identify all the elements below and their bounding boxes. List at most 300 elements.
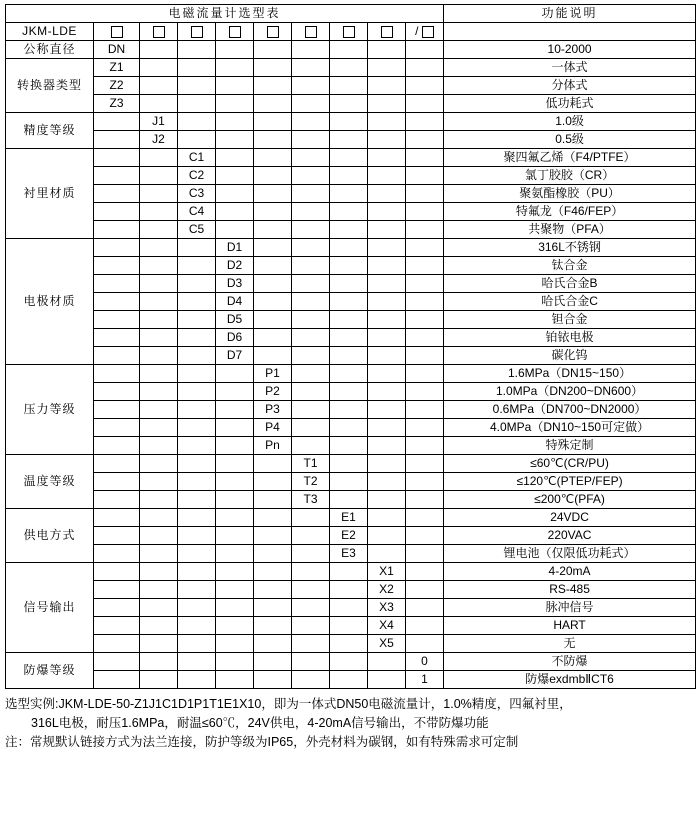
code-cell[interactable]: C5 (178, 221, 216, 239)
empty-cell (216, 41, 254, 59)
empty-cell (330, 563, 368, 581)
code-cell[interactable]: Z1 (94, 59, 140, 77)
empty-cell (140, 653, 178, 671)
empty-cell (406, 185, 444, 203)
empty-cell (406, 437, 444, 455)
empty-cell (94, 239, 140, 257)
empty-cell (292, 203, 330, 221)
code-cell[interactable]: D6 (216, 329, 254, 347)
empty-cell (406, 347, 444, 365)
empty-cell (178, 401, 216, 419)
empty-cell (140, 59, 178, 77)
table-row (6, 419, 696, 437)
empty-cell (406, 401, 444, 419)
empty-cell (330, 383, 368, 401)
empty-cell (216, 185, 254, 203)
empty-cell (140, 473, 178, 491)
empty-cell (94, 401, 140, 419)
empty-cell (292, 347, 330, 365)
empty-cell (140, 491, 178, 509)
model-box-9[interactable]: / (406, 23, 444, 41)
empty-cell (292, 329, 330, 347)
description-cell: 钛合金 (444, 257, 696, 275)
empty-cell (216, 365, 254, 383)
empty-cell (406, 149, 444, 167)
empty-cell (292, 257, 330, 275)
model-prefix: JKM-LDE (6, 23, 94, 41)
empty-cell (140, 545, 178, 563)
empty-cell (178, 581, 216, 599)
model-box-4[interactable] (216, 23, 254, 41)
code-cell[interactable]: D2 (216, 257, 254, 275)
table-row (6, 311, 696, 329)
empty-cell (94, 329, 140, 347)
empty-cell (140, 527, 178, 545)
code-cell[interactable]: C3 (178, 185, 216, 203)
code-cell[interactable]: D7 (216, 347, 254, 365)
code-cell[interactable]: X3 (368, 599, 406, 617)
code-cell[interactable]: E2 (330, 527, 368, 545)
empty-cell (330, 113, 368, 131)
empty-cell (254, 257, 292, 275)
empty-cell (330, 257, 368, 275)
table-row (6, 365, 696, 383)
empty-cell (94, 653, 140, 671)
description-cell: 10-2000 (444, 41, 696, 59)
code-cell[interactable]: P1 (254, 365, 292, 383)
empty-cell (94, 671, 140, 689)
empty-cell (140, 95, 178, 113)
empty-cell (216, 77, 254, 95)
empty-cell (406, 203, 444, 221)
empty-cell (140, 239, 178, 257)
code-cell[interactable]: X1 (368, 563, 406, 581)
empty-cell (216, 635, 254, 653)
empty-cell (216, 149, 254, 167)
empty-cell (292, 635, 330, 653)
empty-cell (254, 203, 292, 221)
empty-cell (368, 509, 406, 527)
empty-cell (140, 437, 178, 455)
code-cell[interactable]: C2 (178, 167, 216, 185)
empty-cell (94, 131, 140, 149)
empty-cell (406, 131, 444, 149)
description-cell: 不防爆 (444, 653, 696, 671)
empty-cell (406, 167, 444, 185)
code-cell[interactable]: D5 (216, 311, 254, 329)
code-cell[interactable]: Pn (254, 437, 292, 455)
category-label: 防爆等级 (6, 653, 94, 689)
empty-cell (292, 581, 330, 599)
code-cell[interactable]: P3 (254, 401, 292, 419)
category-label: 电极材质 (6, 239, 94, 365)
code-cell[interactable]: 1 (406, 671, 444, 689)
description-cell: 220VAC (444, 527, 696, 545)
description-cell: 无 (444, 635, 696, 653)
empty-cell (254, 653, 292, 671)
table-row (6, 257, 696, 275)
empty-cell (216, 113, 254, 131)
empty-cell (292, 383, 330, 401)
model-code-row (6, 23, 696, 41)
model-box-8[interactable] (368, 23, 406, 41)
description-cell: 特殊定制 (444, 437, 696, 455)
empty-cell (140, 77, 178, 95)
empty-cell (94, 365, 140, 383)
empty-cell (292, 545, 330, 563)
empty-cell (368, 77, 406, 95)
empty-cell (140, 41, 178, 59)
empty-cell (292, 239, 330, 257)
category-label: 转换器类型 (6, 59, 94, 113)
model-box-2[interactable] (140, 23, 178, 41)
empty-cell (368, 167, 406, 185)
table-row (6, 563, 696, 581)
description-cell: RS-485 (444, 581, 696, 599)
empty-cell (368, 221, 406, 239)
empty-cell (178, 275, 216, 293)
empty-cell (178, 239, 216, 257)
code-cell[interactable]: C4 (178, 203, 216, 221)
empty-cell (406, 239, 444, 257)
empty-cell (178, 563, 216, 581)
empty-cell (94, 383, 140, 401)
empty-cell (368, 311, 406, 329)
code-cell[interactable]: X2 (368, 581, 406, 599)
empty-cell (406, 455, 444, 473)
empty-cell (94, 113, 140, 131)
code-cell[interactable]: X5 (368, 635, 406, 653)
code-cell[interactable]: J1 (140, 113, 178, 131)
empty-cell (216, 59, 254, 77)
empty-cell (254, 239, 292, 257)
empty-cell (292, 671, 330, 689)
description-cell: HART (444, 617, 696, 635)
empty-cell (94, 419, 140, 437)
description-cell: 低功耗式 (444, 95, 696, 113)
empty-cell (330, 635, 368, 653)
empty-cell (216, 95, 254, 113)
empty-cell (292, 275, 330, 293)
empty-cell (94, 635, 140, 653)
empty-cell (216, 671, 254, 689)
empty-cell (94, 437, 140, 455)
empty-cell (178, 545, 216, 563)
category-label: 供电方式 (6, 509, 94, 563)
empty-cell (254, 599, 292, 617)
empty-cell (94, 221, 140, 239)
empty-cell (292, 401, 330, 419)
code-cell[interactable]: J2 (140, 131, 178, 149)
empty-cell (140, 563, 178, 581)
empty-cell (406, 599, 444, 617)
empty-cell (178, 311, 216, 329)
model-box-1[interactable] (94, 23, 140, 41)
empty-cell (178, 491, 216, 509)
description-cell: 0.5级 (444, 131, 696, 149)
empty-cell (368, 41, 406, 59)
empty-cell (330, 221, 368, 239)
empty-cell (368, 275, 406, 293)
empty-cell (330, 599, 368, 617)
code-cell[interactable]: T3 (292, 491, 330, 509)
empty-cell (368, 365, 406, 383)
empty-cell (216, 455, 254, 473)
empty-cell (330, 347, 368, 365)
empty-cell (254, 149, 292, 167)
empty-cell (178, 131, 216, 149)
empty-cell (292, 563, 330, 581)
empty-cell (406, 41, 444, 59)
table-row (6, 275, 696, 293)
empty-cell (368, 347, 406, 365)
empty-cell (406, 491, 444, 509)
empty-cell (94, 347, 140, 365)
table-row (6, 149, 696, 167)
empty-cell (292, 131, 330, 149)
code-cell[interactable]: T1 (292, 455, 330, 473)
empty-cell (254, 95, 292, 113)
table-row (6, 383, 696, 401)
empty-cell (406, 545, 444, 563)
code-cell[interactable]: D1 (216, 239, 254, 257)
category-label: 信号输出 (6, 563, 94, 653)
empty-cell (94, 149, 140, 167)
empty-cell (140, 329, 178, 347)
empty-cell (368, 59, 406, 77)
empty-cell (368, 419, 406, 437)
empty-cell (140, 203, 178, 221)
empty-cell (330, 473, 368, 491)
empty-cell (178, 77, 216, 95)
empty-cell (330, 167, 368, 185)
code-cell[interactable]: P2 (254, 383, 292, 401)
empty-cell (254, 473, 292, 491)
empty-cell (254, 329, 292, 347)
empty-cell (94, 509, 140, 527)
empty-cell (330, 401, 368, 419)
model-box-3[interactable] (178, 23, 216, 41)
empty-cell (140, 455, 178, 473)
empty-cell (330, 131, 368, 149)
empty-cell (254, 185, 292, 203)
category-label: 衬里材质 (6, 149, 94, 239)
table-row (6, 203, 696, 221)
note-example-line1: 选型实例:JKM-LDE-50-Z1J1C1D1P1T1E1X10，即为一体式DN50电磁流量计，1.0%精度，四氟衬里， (5, 697, 572, 711)
description-cell: 4-20mA (444, 563, 696, 581)
category-label: 精度等级 (6, 113, 94, 149)
table-row (6, 59, 696, 77)
empty-cell (254, 635, 292, 653)
empty-cell (330, 437, 368, 455)
empty-cell (94, 581, 140, 599)
code-cell[interactable]: X4 (368, 617, 406, 635)
empty-cell (406, 59, 444, 77)
description-cell: 1.0MPa（DN200~DN600） (444, 383, 696, 401)
model-box-5[interactable] (254, 23, 292, 41)
empty-cell (368, 491, 406, 509)
empty-cell (368, 203, 406, 221)
empty-cell (94, 275, 140, 293)
empty-cell (140, 635, 178, 653)
empty-cell (330, 239, 368, 257)
empty-cell (406, 365, 444, 383)
empty-cell (254, 563, 292, 581)
table-row (6, 77, 696, 95)
model-row-desc-blank (444, 23, 696, 41)
empty-cell (178, 653, 216, 671)
empty-cell (140, 599, 178, 617)
table-row (6, 491, 696, 509)
empty-cell (406, 527, 444, 545)
empty-cell (216, 167, 254, 185)
empty-cell (94, 527, 140, 545)
empty-cell (254, 509, 292, 527)
empty-cell (178, 437, 216, 455)
empty-cell (216, 383, 254, 401)
empty-cell (368, 149, 406, 167)
empty-cell (94, 455, 140, 473)
model-box-7[interactable] (330, 23, 368, 41)
table-row (6, 653, 696, 671)
empty-cell (140, 383, 178, 401)
description-cell: 一体式 (444, 59, 696, 77)
note-example-line2: 316L电极，耐压1.6MPa，耐温≤60℃，24V供电，4-20mA信号输出，不带防爆功能 (31, 716, 489, 730)
empty-cell (330, 491, 368, 509)
empty-cell (216, 653, 254, 671)
empty-cell (330, 275, 368, 293)
empty-cell (216, 563, 254, 581)
code-cell[interactable]: Z3 (94, 95, 140, 113)
table-row (6, 545, 696, 563)
empty-cell (94, 473, 140, 491)
table-row (6, 95, 696, 113)
empty-cell (178, 293, 216, 311)
empty-cell (292, 149, 330, 167)
empty-cell (292, 365, 330, 383)
code-cell[interactable]: P4 (254, 419, 292, 437)
empty-cell (330, 653, 368, 671)
table-row (6, 473, 696, 491)
code-cell[interactable]: T2 (292, 473, 330, 491)
description-cell: 1.0级 (444, 113, 696, 131)
code-cell[interactable]: D3 (216, 275, 254, 293)
empty-cell (368, 113, 406, 131)
description-cell: 碳化钨 (444, 347, 696, 365)
empty-cell (216, 509, 254, 527)
empty-cell (330, 293, 368, 311)
empty-cell (140, 221, 178, 239)
table-row (6, 293, 696, 311)
empty-cell (330, 419, 368, 437)
empty-cell (178, 617, 216, 635)
category-label: 公称直径 (6, 41, 94, 59)
table-row (6, 455, 696, 473)
empty-cell (406, 383, 444, 401)
empty-cell (94, 185, 140, 203)
empty-cell (368, 653, 406, 671)
empty-cell (94, 599, 140, 617)
empty-cell (140, 509, 178, 527)
empty-cell (94, 617, 140, 635)
empty-cell (178, 455, 216, 473)
empty-cell (292, 419, 330, 437)
code-cell[interactable]: Z2 (94, 77, 140, 95)
description-cell: ≤120℃(PTEP/FEP) (444, 473, 696, 491)
empty-cell (406, 257, 444, 275)
empty-cell (178, 41, 216, 59)
table-row (6, 509, 696, 527)
empty-cell (254, 275, 292, 293)
description-cell: 防爆exdmbⅡCT6 (444, 671, 696, 689)
empty-cell (216, 473, 254, 491)
empty-cell (292, 95, 330, 113)
description-cell: 共聚物（PFA） (444, 221, 696, 239)
empty-cell (406, 509, 444, 527)
empty-cell (368, 239, 406, 257)
description-cell: 哈氏合金B (444, 275, 696, 293)
empty-cell (178, 59, 216, 77)
table-row (6, 671, 696, 689)
empty-cell (368, 329, 406, 347)
table-row (6, 41, 696, 59)
empty-cell (216, 617, 254, 635)
empty-cell (368, 671, 406, 689)
empty-cell (178, 113, 216, 131)
empty-cell (216, 437, 254, 455)
empty-cell (140, 581, 178, 599)
model-box-6[interactable] (292, 23, 330, 41)
empty-cell (292, 77, 330, 95)
description-cell: 聚四氟乙烯（F4/PTFE） (444, 149, 696, 167)
code-cell[interactable]: D4 (216, 293, 254, 311)
description-cell: 1.6MPa（DN15~150） (444, 365, 696, 383)
table-row (6, 599, 696, 617)
code-cell[interactable]: E3 (330, 545, 368, 563)
empty-cell (292, 59, 330, 77)
empty-cell (254, 347, 292, 365)
empty-cell (330, 671, 368, 689)
empty-cell (406, 311, 444, 329)
empty-cell (216, 203, 254, 221)
description-cell: 氯丁胶胶（CR） (444, 167, 696, 185)
empty-cell (140, 167, 178, 185)
empty-cell (254, 311, 292, 329)
empty-cell (178, 509, 216, 527)
description-cell: 特氟龙（F46/FEP） (444, 203, 696, 221)
code-cell[interactable]: E1 (330, 509, 368, 527)
empty-cell (254, 617, 292, 635)
empty-cell (330, 41, 368, 59)
empty-cell (178, 329, 216, 347)
empty-cell (178, 347, 216, 365)
empty-cell (178, 257, 216, 275)
empty-cell (254, 167, 292, 185)
empty-cell (330, 329, 368, 347)
function-desc-header: 功能说明 (444, 5, 696, 23)
empty-cell (254, 527, 292, 545)
code-cell[interactable]: DN (94, 41, 140, 59)
empty-cell (368, 131, 406, 149)
note-default-line: 注：常规默认链接方式为法兰连接，防护等级为IP65，外壳材料为碳钢，如有特殊需求可定制 (5, 735, 519, 749)
empty-cell (292, 113, 330, 131)
empty-cell (406, 617, 444, 635)
code-cell[interactable]: C1 (178, 149, 216, 167)
table-row (6, 113, 696, 131)
description-cell: 分体式 (444, 77, 696, 95)
code-cell[interactable]: 0 (406, 653, 444, 671)
empty-cell (216, 419, 254, 437)
